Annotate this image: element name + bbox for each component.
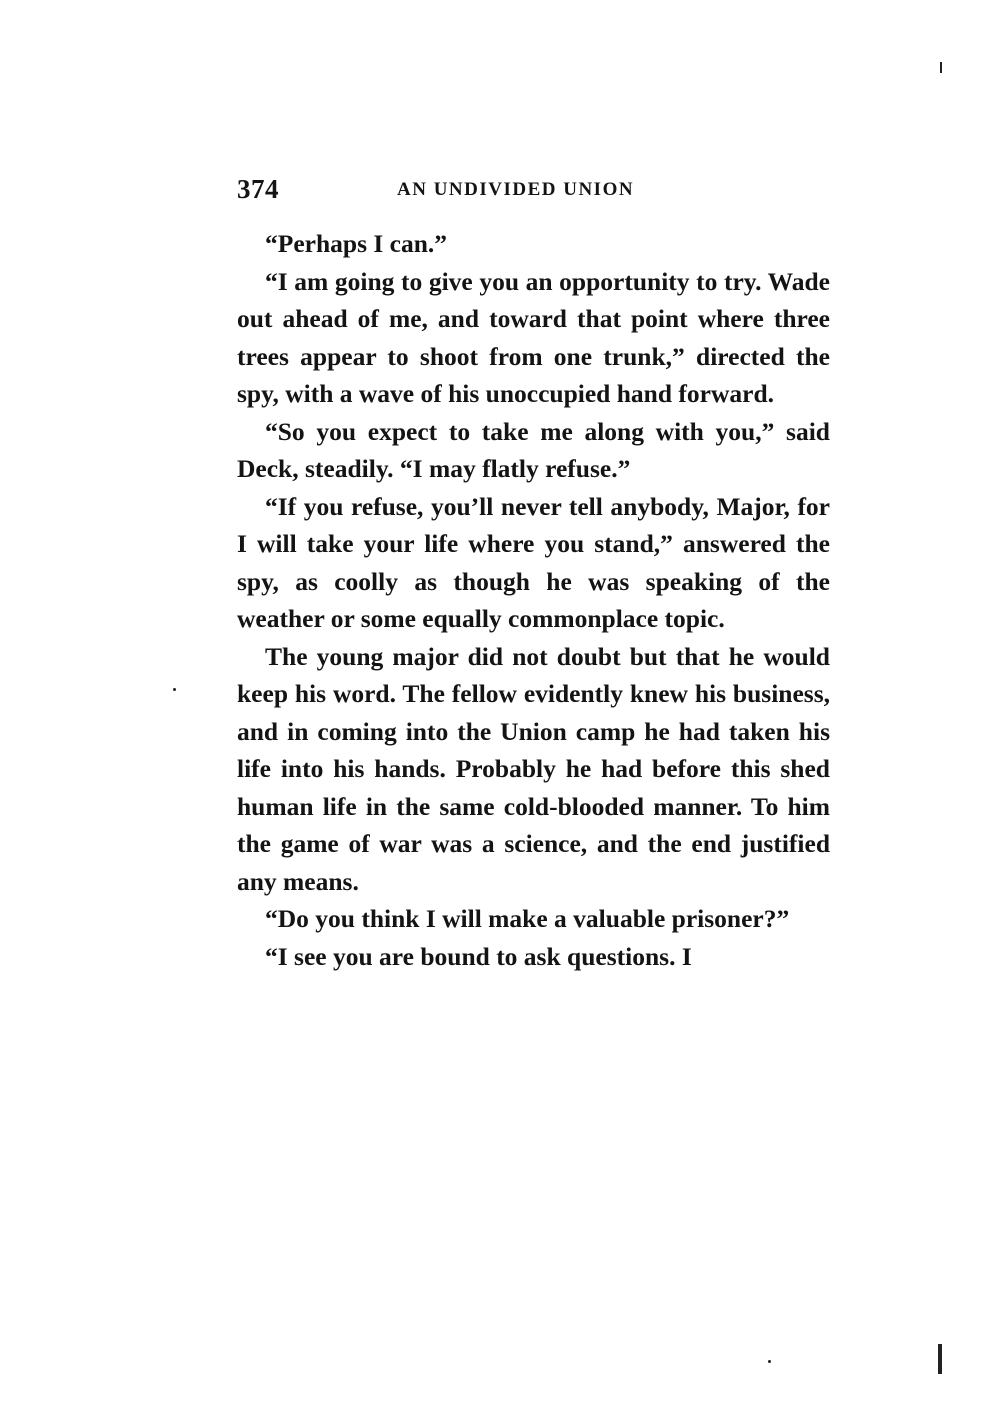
paragraph: “I am going to give you an opportunity to try. Wade out ahead of me, and toward that point where three trees appear to shoot from one trunk,” directed the spy, with a wave of his unoccupied hand forward. — [237, 266, 830, 408]
page-number: 374 — [237, 174, 279, 204]
scan-speck — [768, 1360, 771, 1363]
scan-speck — [173, 688, 176, 691]
page-body — [237, 225, 830, 975]
paragraph: “Do you think I will make a valuable prisoner?” — [265, 904, 790, 933]
paragraph: “Perhaps I can.” — [265, 229, 448, 258]
scan-speck — [938, 1344, 942, 1374]
paragraph: “If you refuse, you’ll never tell anybody, Major, for I will take your life where you stand,” answered the spy, as coolly as though he was speaking of the weather or some equally commonplace topic. — [237, 491, 830, 633]
scan-speck — [940, 62, 942, 73]
paragraph: The young major did not doubt but that he would keep his word. The fellow evidently knew his business, and in coming into the Union camp he had taken his life into his hands. Probably he had before this shed human life in the same cold-blooded manner. To him the game of war was a science, and the end justified any means. — [237, 641, 830, 896]
page-header — [237, 174, 831, 204]
running-title: AN UNDIVIDED UNION — [397, 179, 635, 200]
paragraph: “So you expect to take me along with you,” said Deck, steadily. “I may flatly refuse.” — [237, 416, 830, 483]
paragraph: “I see you are bound to ask questions. I — [265, 941, 692, 971]
